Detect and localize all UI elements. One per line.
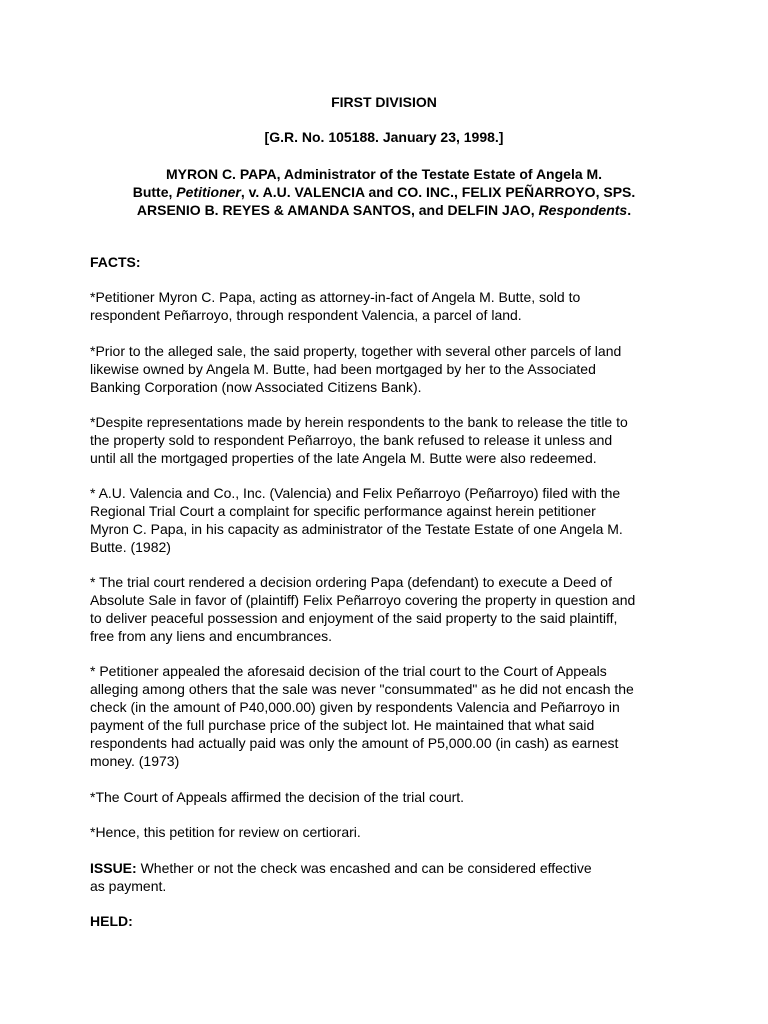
parties-line-2-end: , v. A.U. VALENCIA and CO. INC., FELIX PEÑARROYO, SPS. [240,184,636,200]
paragraph-line: money. (1973) [90,753,180,769]
parties-line-3 [0,201,768,219]
paragraph-line: *Hence, this petition for review on certiorari. [90,824,361,840]
issue-label: ISSUE: [90,860,137,876]
respondents-label: Respondents [538,202,628,218]
facts-paragraph [90,788,690,806]
facts-paragraph [90,413,690,467]
parties-line-2 [0,183,768,201]
paragraph-line: the property sold to respondent Peñarroyo, the bank refused to release it unless and [90,432,613,448]
division-title: FIRST DIVISION [331,94,437,110]
paragraph-line: respondents had actually paid was only the amount of P5,000.00 (in cash) as earnest [90,735,619,751]
petitioner-label: Petitioner [176,184,241,200]
paragraph-line: payment of the full purchase price of the subject lot. He maintained that what said [90,717,595,733]
case-number: [G.R. No. 105188. January 23, 1998.] [264,129,504,145]
facts-paragraph [90,288,690,324]
paragraph-line: * Petitioner appealed the aforesaid decision of the trial court to the Court of Appeals [90,663,607,679]
issue-line-2: as payment. [90,878,167,894]
facts-paragraph [90,573,690,645]
issue-text: Whether or not the check was encashed and can be considered effective [136,860,592,876]
paragraph-line: free from any liens and encumbrances. [90,628,333,644]
facts-heading: FACTS: [90,254,141,270]
paragraph-line: *The Court of Appeals affirmed the decision of the trial court. [90,789,465,805]
paragraph-line: respondent Peñarroyo, through respondent Valencia, a parcel of land. [90,307,522,323]
paragraph-line: until all the mortgaged properties of the late Angela M. Butte were also redeemed. [90,450,597,466]
parties-line-1: MYRON C. PAPA, Administrator of the Testate Estate of Angela M. [165,166,603,182]
parties-line-3-end: . [627,202,632,218]
facts-paragraph [90,342,690,396]
facts-paragraph [90,662,690,770]
paragraph-line: to deliver peaceful possession and enjoyment of the said property to the said plaintiff, [90,610,618,626]
paragraph-line: Banking Corporation (now Associated Citizens Bank). [90,379,422,395]
issue-paragraph [90,859,690,895]
held-heading: HELD: [90,913,133,929]
paragraph-line: * The trial court rendered a decision ordering Papa (defendant) to execute a Deed of [90,574,612,590]
paragraph-line: *Prior to the alleged sale, the said property, together with several other parcels of land [90,343,622,359]
parties-line-3-start: ARSENIO B. REYES & AMANDA SANTOS, and DELFIN JAO, [136,202,539,218]
case-parties [0,165,768,219]
paragraph-line: Regional Trial Court a complaint for specific performance against herein petitioner [90,503,596,519]
paragraph-line: likewise owned by Angela M. Butte, had been mortgaged by her to the Associated [90,361,596,377]
paragraph-line: * A.U. Valencia and Co., Inc. (Valencia) and Felix Peñarroyo (Peñarroyo) filed with the [90,485,621,501]
paragraph-line: *Despite representations made by herein respondents to the bank to release the title to [90,414,628,430]
paragraph-line: Absolute Sale in favor of (plaintiff) Felix Peñarroyo covering the property in question and [90,592,636,608]
paragraph-line: *Petitioner Myron C. Papa, acting as attorney-in-fact of Angela M. Butte, sold to [90,289,581,305]
facts-paragraph [90,823,690,841]
paragraph-line: Myron C. Papa, in his capacity as administrator of the Testate Estate of one Angela M. [90,521,623,537]
paragraph-line: check (in the amount of P40,000.00) given by respondents Valencia and Peñarroyo in [90,699,620,715]
paragraph-line: alleging among others that the sale was never "consummated" as he did not encash the [90,681,634,697]
paragraph-line: Butte. (1982) [90,539,171,555]
issue-line-1 [90,859,690,877]
parties-line-2-start: Butte, [132,184,177,200]
facts-paragraph [90,484,690,556]
